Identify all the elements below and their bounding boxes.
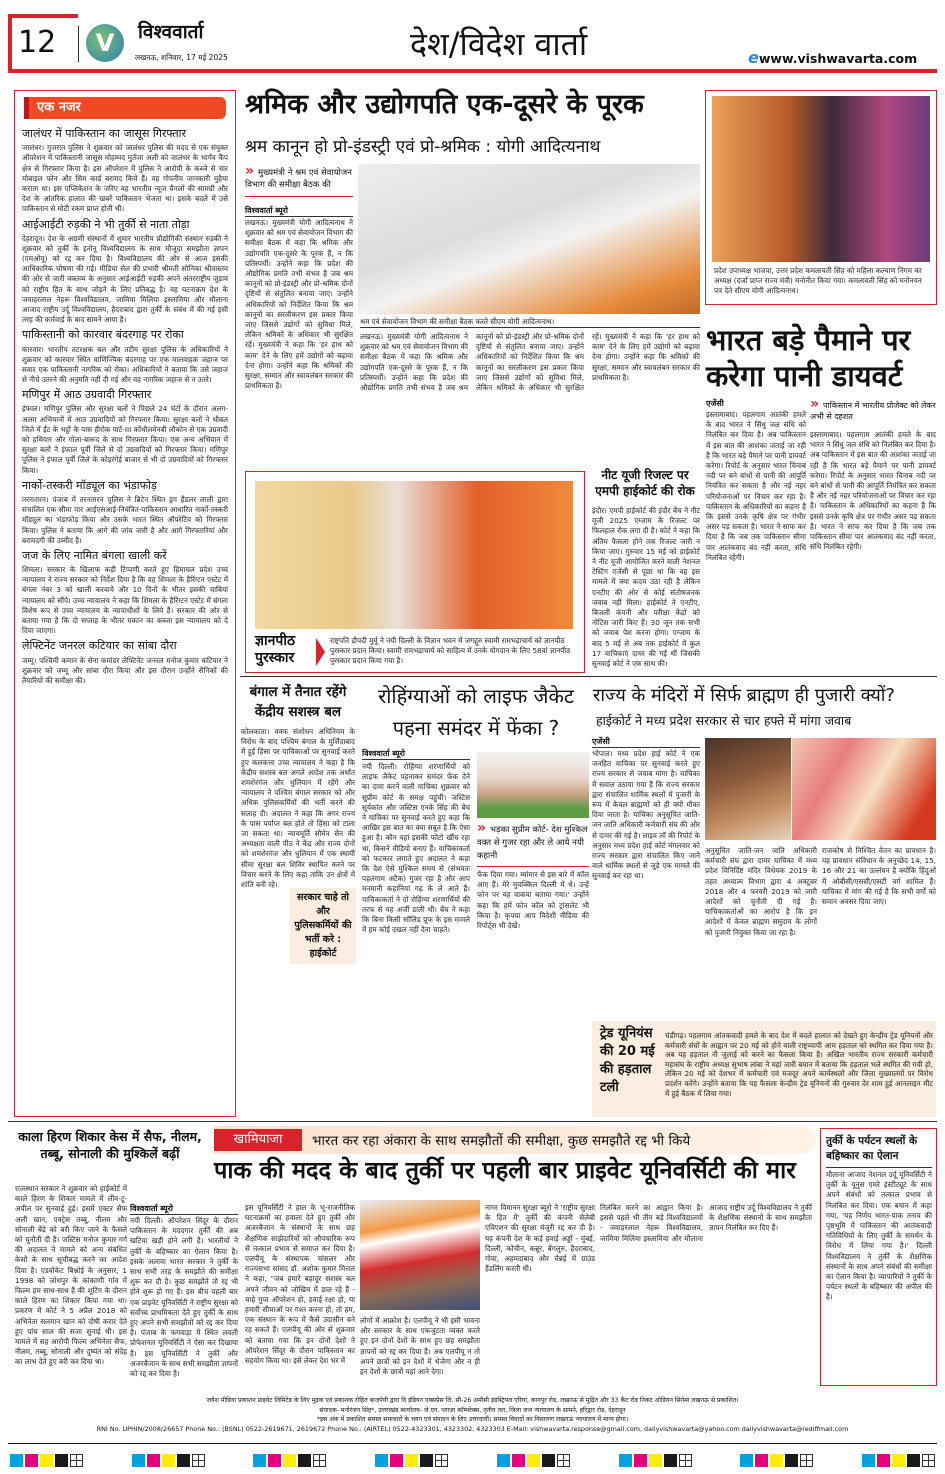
turkey-text-3: लोगों में आक्रोश है। एलपीयू ने भी इसी भावना और सरकार के साथ एकजुटता व्यक्त करते हुए इन दोनों देशों के साथ हुए छह समझौता ज्ञापनों को रद्द कर दिया है। अब एलपीयू न तो अपने छात्रों को इन देशों में भेजेगा और न ही इन देशों के छात्रों यहां आने देगा। xyxy=(360,1316,480,1377)
news-brief-text: शिमला। सरकार के खिलाफ कड़ी टिप्पणी करते हुए हिमाचल प्रदेश उच्च न्यायालय ने राज्य सरकार को निर्देश दिया है कि वह शिमला के हैरिंग्टन एस्टेट में बंगला नंबर 3 को खाली करवाये और 10 दिनों के भीतर इसकी चाबियां न्यायालय को सौंपे। उच्च न्यायालय ने कहा कि शिमला के हैरिंग्टन एस्टेट में बंगला विशेष रूप से उच्च न्यायालय के न्यायाधीशों के लिये हैं। सरकार की ओर से बताया गया है कि दो सप्ताह के भीतर मकान का कब्जा इस न्यायालय को दे दिया जाएगा। xyxy=(22,565,228,636)
color-swatch xyxy=(664,1454,677,1467)
turkey-text-4: नागर विमानन सुरक्षा ब्यूरो ने 'राष्ट्रीय सुरक्षा के हित में' तुर्की की कंपनी सेलेबी एविएशन की सुरक्षा मंजूरी रद्द कर दी है। यह कंपनी देश के कई हवाई अड्डों - मुंबई, दिल्ली, कोचीन, कन्नूर, बेंगलुरु, हैदराबाद, गोवा, अहमदाबाद और चेन्नई में ग्राउंड हैंडलिंग करती थी। xyxy=(485,1203,595,1274)
temple-text: भोपाल। मध्य प्रदेश हाई कोर्ट ने एक जनहित याचिका पर सुनवाई करते हुए राज्य सरकार से जवाब मांगा है। याचिका में सवाल उठाया गया है कि राज्य सरकार द्वारा संचालित धार्मिक स्थलों में पुजारी के रूप में केवल ब्राह्मणों को ही क्यों मौका दिया जाता है। याचिका अनुसूचित जाति-जन जाति अधिकारी कर्मचारी संघ की ओर से दायर की गई है। लाइव लॉ की रिपोर्ट के अनुसार मध्य प्रदेश हाई कोर्ट मंगलवार को राज्य सरकार द्वारा संचालित किए जाने वाले धार्मिक स्थलों से जुड़े एक मामले की सुनवाई कर रहा था। xyxy=(592,749,700,881)
crosshair-swatch xyxy=(70,1454,83,1467)
website-link[interactable]: ewww.vishwavarta.com xyxy=(748,48,918,67)
color-swatch xyxy=(283,1454,296,1467)
color-registration-bar xyxy=(10,1454,935,1468)
color-swatch xyxy=(755,1454,768,1467)
temple-photo xyxy=(792,738,936,840)
ie-icon: e xyxy=(748,48,759,67)
cmyk-swatch-group xyxy=(10,1454,83,1468)
lead-headline[interactable]: श्रमिक और उद्योगपति एक-दूसरे के पूरक xyxy=(245,89,644,120)
color-swatch xyxy=(892,1454,905,1467)
news-brief-title[interactable]: लेफ्टिनेंट जनरल कटियार का सांबा दौरा xyxy=(22,639,177,653)
news-brief-title[interactable]: आईआईटी रुड़की ने भी तुर्की से नाता तोड़ा xyxy=(22,217,190,231)
cmyk-swatch-group xyxy=(740,1454,813,1468)
gavel-photo xyxy=(705,738,791,840)
supreme-court-photo xyxy=(477,752,589,818)
news-brief-text: जम्मू। पश्चिमी कमान के सेना कमांडर लेफ्टिनेंट जनरल मनोज कुमार कटियार ने शुक्रवार को जम्मू और सांबा दौरा किया और इस दौरान उन्होंने सैनिकों की तैयारियों की समीक्षा की। xyxy=(22,655,228,685)
crosshair-swatch xyxy=(313,1454,326,1467)
rohingya-text: नयी दिल्ली। रोहिंग्या शरणार्थियों को लाइफ जैकेट पहनाकर समंदर फेंक देने का दावा करने वाली याचिका शुक्रवार को सुप्रीम कोर्ट के समक्ष पहुंची। जस्टिस सूर्यकांत और जस्टिस एनके सिंह की बेंच ने याचिका पर सुनवाई करते हुए कहा कि आखिर इस बात का क्या सबूत है कि ऐसा हुआ है। कौन वहां इसकी फोटो खींच रहा था, किसने वीडियो बनाए हैं। याचिकाकर्ता को फटकार लगाते हुए अदालत ने कहा कि देश ऐसे मुश्किल समय से (संभवतः पहलगाम अटैक) गुजर रहा है और आप मनमानी कहानियां गढ़ के ले आते हैं। याचिकाकर्ता ने दो रोहिंग्या शरणार्थियों की तरफ से यह अर्जी डाली थी। बेंच ने कहा कि बिना किसी सॉलिड प्रूफ के इस मामले में हम कोई दखल नहीं देना चाहते। xyxy=(362,762,470,935)
neet-text: इंदौर। एमपी हाईकोर्ट की इंदौर बेंच ने नीट यूजी 2025 एग्जाम के रिजल्ट पर फिलहाल रोक लगा दी है। कोर्ट ने कहा कि अंतिम फैसला होने तक रिजल्ट जारी न किया जाए। गुरुवार 15 मई को हाईकोर्ट ने नीट यूजी आयोजित करने वाली नेशनल टेस्टिंग एजेंसी से पूछा था कि वह इस मामले में क्या कदम उठा रही है लेकिन एनटीए की ओर से कोई संतोषजनक जवाब नहीं मिला। हाईकोर्ट ने एनटीए, बिजली कंपनी और परीक्षा केंद्रों को नोटिस जारी किए हैं। 30 जून तक सभी को जवाब पेश करना होगा। एग्जाम के बाद 5 मई से अब तक हाईकोर्ट में कुल 17 याचिकाएं दायर की गई थीं जिसकी सुनवाई कोर्ट ने एक साथ की। xyxy=(592,506,700,669)
paper-name: विश्ववार्ता xyxy=(138,21,204,43)
turkey-text: नयी दिल्ली। ऑपरेशन सिंदूर के दौरान पाकिस्तान के मददगार तुर्की की अब खटिया खड़ी होने लगी है। भारतीयों ने तुर्की के बहिष्कार का ऐलान किया है। इसके अलावा भारत सरकार ने तुर्की के साथ सभी तरह के समझौते की समीक्षा शुरू कर दी है। कुछ समझौते तो रद्द भी होने शुरू हो गए हैं। इस बीच पहली बार एक प्राइवेट यूनिवर्सिटी ने राष्ट्रीय सुरक्षा को सर्वोच्च प्राथमिकता देते हुए तुर्की के साथ हुए अपने सभी समझौतों को रद्द कर दिया है। पंजाब के फगवाड़ा में स्थित लवली प्रोफेशनल यूनिवर्सिटी ने ऐसा कर दिखाया है। इस यूनिवर्सिटी ने तुर्की और अजरबैजान के साथ सभी समझौता ज्ञापनों को रद्द कर दिया है। xyxy=(130,1216,238,1379)
crosshair-swatch xyxy=(800,1454,813,1467)
color-swatch xyxy=(298,1454,311,1467)
neet-headline[interactable]: नीट यूजी रिजल्ट पर एमपी हाईकोर्ट की रोक xyxy=(595,468,695,498)
water-text-cont: इस्लामाबाद। पहलगाम आतंकी हमले के बाद भारत ने सिंधु जल संधि को निलंबित कर दिया है। अब पाकिस्तान में इस बात की आशंका जताई जा रही है कि भारत बड़े पैमाने पर पानी डायवर्ट करेगा। रिपोर्ट के अनुसार भारत चिनाब नदी पर बने बांधों से पानी की आपूर्ति नियंत्रित कर सकता है और नई नहर परियोजनाओं पर विचार कर रहा है। पाकिस्तान के अधिकारियों का कहना है कि इससे उनके कृषि क्षेत्र पर गंभीर असर पड़ सकता है। भारत ने साफ कर दिया है कि जब तक पाकिस्तान सीमा पार आतंकवाद बंद नहीं करता, संधि निलंबित रहेगी। xyxy=(810,430,936,552)
color-swatch xyxy=(162,1454,175,1467)
ek-nazar-label: एक नजर xyxy=(24,97,226,119)
temple-text-3: राजकोष से निश्चित वेतन का प्रावधान है। यह प्रावधान संविधान के अनुच्छेद 14, 15, 16 और 21 का उल्लंघन है क्योंकि हिंदुओं में ओबीसी/एससी/एसटी वर्ग शामिल हैं। याचिका में मांग की गई है कि सभी वर्गों को समान अवसर दिया जाए। xyxy=(822,846,936,907)
color-swatch xyxy=(634,1454,647,1467)
color-swatch xyxy=(770,1454,783,1467)
turkey-tag: खामियाजा xyxy=(214,1129,302,1151)
logo-icon: V xyxy=(86,24,124,62)
color-swatch xyxy=(40,1454,53,1467)
color-swatch xyxy=(10,1454,23,1467)
crosshair-swatch xyxy=(557,1454,570,1467)
news-brief-text: देहरादून। देश के अग्रणी संस्थानों में शुमार भारतीय प्रौद्योगिकी संस्थान रुड़की ने शुक्रवार को तुर्की के इनोनू विश्वविद्यालय के साथ मौजूदा समझौता ज्ञापन (एमओयू) को रद्द कर दिया है। विश्वविद्यालय की ओर से आज इसकी आधिकारिक घोषणा की गई। मीडिया सेल की प्रभारी श्रीमती सोनिका श्रीवास्तव की ओर से जारी वक्तव्य के अनुसार आईआईटी रुड़की अपने अंतरराष्ट्रीय जुड़ाव को राष्ट्रीय हित के साथ जोड़ने के लिए प्रतिबद्ध है। यह घटनाक्रम देश के जवाहरलाल नेहरू विश्वविद्यालय, जामिया मिलिया इस्लामिया और मौलाना आजाद राष्ट्रीय उर्दू विश्वविद्यालय, हैदराबाद द्वारा तुर्की के संबंध में की गई इसी तरह की कार्रवाई के बाद सामने आया है। xyxy=(22,233,228,325)
cmyk-swatch-group xyxy=(862,1454,935,1468)
water-summary: » पाकिस्तान में भारतीय प्रोजेक्ट को लेकर अभी से दहशत xyxy=(810,396,936,421)
crosshair-swatch xyxy=(679,1454,692,1467)
color-swatch xyxy=(619,1454,632,1467)
color-swatch xyxy=(132,1454,145,1467)
turkey-text-5: निलंबित करने का आह्वान किया है। इससे पहले भी तीन बड़े विश्वविद्यालयों - जवाहरलाल नेहरू विश्वविद्यालय, जामिया मिलिया इस्लामिया और मौलाना आजाद राष्ट्रीय उर्दू विश्वविद्यालय ने तुर्की के शैक्षणिक संस्थानों के साथ समझौता ज्ञापन निलंबित कर दिए हैं। xyxy=(600,1203,812,1243)
turkey-byline: विश्ववार्ता ब्यूरो xyxy=(130,1203,238,1215)
cmyk-swatch-group xyxy=(253,1454,326,1468)
temple-headline[interactable]: राज्य के मंदिरों में सिर्फ ब्राह्मण ही पुजारी क्यों? xyxy=(593,685,895,706)
rohingya-text-cont: फेंक दिया गया। म्यांमार से इस बारे में कॉल आए हैं। मेरे मुवक्किल दिल्ली में थे। उन्हें फोन पर यह वाकया बताया गया।' उन्होंने कहा कि हमें फोन कॉल को ट्रांसलेट भी किया है। कृपया आप विदेशी मीडिया की रिपोर्ट्स भी देखें। xyxy=(477,870,589,931)
crosshair-swatch xyxy=(192,1454,205,1467)
news-brief-title[interactable]: जज के लिए नामित बंगला खाली करें xyxy=(22,548,167,562)
news-brief-text: जालंधर। गुजरात पुलिस ने शुक्रवार को जालंधर पुलिस की मदद से एक संयुक्त ऑपरेशन में पाकिस्तानी जासूस मोहम्मद मुर्तजा अली को जालंधर के भार्गव कैंप क्षेत्र से गिरफ्तार किया है। इस ऑपरेशन में पुलिस ने आरोपी के कब्जे से चार मोबाइल फोन और सिम कार्ड बरामद किये हैं। वह गोपनीय जानकारी मुहैया कराता था। इस एप्लिकेशन के जरिए वह भारतीय न्यूज चैनलों की सामग्री और देश के आंतरिक हालात की खबरें पाकिस्तान भेजता था। इसके बदले में उसे पाकिस्तान से मोटी रकम प्राप्त होती थी। xyxy=(22,143,228,214)
cmyk-swatch-group xyxy=(619,1454,692,1468)
lead-text-cont: लखनऊ। मुख्यमंत्री योगी आदित्यनाथ ने शुक्रवार को श्रम एवं सेवायोजन विभाग की समीक्षा बैठक में कहा कि श्रमिक और उद्योगपति एक-दूसरे के पूरक हैं, न कि प्रतिस्पर्धी। उन्होंने कहा कि प्रदेश की औद्योगिक प्रगति तभी संभव है जब श्रम कानूनों को प्रो-इंडस्ट्री और प्रो-श्रमिक दोनों दृष्टियों से संतुलित बनाया जाए। उन्होंने अधिकारियों को निर्देशित किया कि श्रम कानूनों का सरलीकरण इस प्रकार किया जाए जिससे उद्योगों को सुविधा मिले, लेकिन श्रमिकों के अधिकार भी सुरक्षित रहें। मुख्यमंत्री ने कहा कि 'हर हाथ को काम' देने के लिए हमें उद्योगों को बढ़ावा देना होगा। उन्होंने कहा कि श्रमिकों की सुरक्षा, सम्मान और स्वावलंबन सरकार की प्राथमिकता है। xyxy=(360,332,700,393)
chevron-icon: » xyxy=(810,396,820,412)
rohingya-summary: » भड़का सुप्रीम कोर्ट- देश मुश्किल वक्त से गुजर रहा और ले आये नयी कहानी xyxy=(477,822,589,867)
news-brief-title[interactable]: पाकिस्तानी को कारवार बंदरगाह पर रोका xyxy=(22,328,184,342)
color-swatch xyxy=(542,1454,555,1467)
turkey-text-2: इस यूनिवर्सिटी ने हाल के भू-राजनीतिक घटनाक्रमों का हवाला देते हुए तुर्की और अजरबैजान के संस्थानों के साथ छह शैक्षणिक साझेदारियों को औपचारिक रूप से तत्काल प्रभाव से समाप्त कर दिया है। एलपीयू के संस्थापक चांसलर और राज्यसभा सांसद डॉ. अशोक कुमार मित्तल ने कहा, "जब हमारे बहादुर सशस्त्र बल अपने जीवन को जोखिम में डाल रहे हैं - चाहे गुप्त ऑपरेशन हो, हवाई रक्षा हो, या हमारी सीमाओं पर गश्त करना हो, तो हम, एक संस्थान के रूप में कैसे उदासीन बने रह सकते हैं। एलपीयू की ओर से शुक्रवार को बताया गया कि इन दोनों देशों ने ऑपरेशन सिंदूर के दौरान पाकिस्तान का सहयोग किया था। इसे लेकर देश भर में xyxy=(245,1203,355,1366)
imprint-line-3: *इस अंक में प्रकाशित समस्त समाचारों के चयन एवं संपादन के लिए उत्तरदायी। समस्त विवादों का निस्तारण लखनऊ न्यायालय में मान्य होगा। xyxy=(316,1416,629,1423)
news-brief-text: तरनतारन। पंजाब में तरनतारन पुलिस ने ब्रिटेन स्थित ड्रग हैंडलर लाली द्वारा संचालित एक सीमा पार आईएसआई-नियंत्रित-पाकिस्तान आधारित नार्को-तस्करी मॉड्यूल का भंडाफोड़ किया और उसके भारत स्थित ऑपरेटिव को गिरफ्तार किया। पुलिस ने बताया कि आगे की जांच जारी है और आगे गिरफ्तारियां और बरामदगी की उम्मीद है। xyxy=(22,494,228,545)
triangle-icon xyxy=(316,638,325,666)
color-swatch xyxy=(649,1454,662,1467)
trade-union-headline[interactable]: ट्रेड यूनियंस की 20 मई की हड़ताल टली xyxy=(600,1026,655,1095)
gyanpeeth-label: ज्ञानपीठ पुरस्कार xyxy=(255,633,296,666)
water-headline[interactable]: भारत बड़े पैमाने पर करेगा पानी डायवर्ट xyxy=(706,323,911,393)
color-swatch xyxy=(25,1454,38,1467)
color-swatch xyxy=(907,1454,920,1467)
rohingya-headline[interactable]: रोहिंग्याओं को लाइफ जैकेट पहना समंदर में फेंका ? xyxy=(378,684,574,740)
color-swatch xyxy=(527,1454,540,1467)
protest-photo xyxy=(360,1200,480,1310)
color-swatch xyxy=(497,1454,510,1467)
news-brief-title[interactable]: जालंधर में पाकिस्तान का जासूस गिरफ्तार xyxy=(22,127,186,140)
color-swatch xyxy=(177,1454,190,1467)
color-swatch xyxy=(268,1454,281,1467)
color-swatch xyxy=(740,1454,753,1467)
tourism-text: मौलाना आजाद नेशनल उर्दू यूनिवर्सिटी ने तुर्की के यूनुस एमरे इंस्टीट्यूट के साथ अपने संबंधों को तत्काल प्रभाव से निलंबित कर दिया। एक बयान में कहा गया, 'यह निर्णय भारत-पाक तनाव की पृष्ठभूमि में पाकिस्तान की आतंकवादी गतिविधियों के लिए तुर्की के समर्थन के विरोध में लिया गया है।' दिल्ली विश्वविद्यालय ने तुर्की के शैक्षणिक संस्थानों के साथ अपने संबंधों की समीक्षा का ऐलान किया है। व्यापारियों ने तुर्की के पर्यटन स्थलों के बहिष्कार की अपील की है। xyxy=(826,1170,932,1302)
section-title: देश/विदेश वार्ता xyxy=(410,25,588,63)
color-swatch xyxy=(420,1454,433,1467)
cm-photo-caption: प्रदेश उपाध्यक्ष भाजपा, उत्तर प्रदेश कमलावती सिंह को महिला कल्याण निगम का अध्यक्ष (दर्जा प्राप्त राज्य मंत्री) मनोनीत किया गया। कमलावती सिंह को मनोनयन पत्र देते सीएम योगी आदित्यनाथ। xyxy=(714,266,922,295)
water-text: इस्लामाबाद। पहलगाम आतंकी हमले के बाद भारत ने सिंधु जल संधि को निलंबित कर दिया है। अब पाकिस्तान में इस बात की आशंका जताई जा रही है कि भारत बड़े पैमाने पर पानी डायवर्ट करेगा। रिपोर्ट के अनुसार भारत चिनाब नदी पर बने बांधों से पानी की आपूर्ति नियंत्रित कर सकता है और नई नहर परियोजनाओं पर विचार कर रहा है। पाकिस्तान के अधिकारियों का कहना है कि इससे उनके कृषि क्षेत्र पर गंभीर असर पड़ सकता है। भारत ने साफ कर दिया है कि जब तक पाकिस्तान सीमा पार आतंकवाद बंद नहीं करता, संधि निलंबित रहेगी। xyxy=(706,410,806,562)
color-swatch xyxy=(785,1454,798,1467)
color-swatch xyxy=(375,1454,388,1467)
lead-photo xyxy=(358,164,700,314)
crosshair-swatch xyxy=(435,1454,448,1467)
blackbuck-text: राजस्थान सरकार ने शुक्रवार को हाईकोर्ट में काले हिरण के शिकार मामले में लीव-टू-अपील पर सुनवाई हुई। इसमें एक्टर सैफ अली खान, एक्ट्रेस तब्बू, नीलम और सोनाली बेंद्रे को बरी किए जाने के फैसले को चुनौती दी है। जस्टिस मनोज कुमार गर्ग की अदालत ने मामले को अन्य संबंधित केसों के साथ सूचीबद्ध करने का आदेश दिया है। एडवोकेट बिश्नोई के अनुसार, 1 1998 को जोधपुर के कांकाणी गांव में फिल्म हम साथ-साथ हैं की शूटिंग के दौरान काले हिरण का शिकार किया गया था। प्रकरण में कोर्ट ने 5 अप्रैल 2018 को अभिनेता सलमान खान को दोषी करार देते हुए पांच साल की सजा सुनाई थी। इस मामले में सह आरोपी फिल्म अभिनेता सैफ, नीलम, तब्बू, सोनाली और दुष्यंत को संदेह का लाभ देते हुए बरी कर दिया था। xyxy=(15,1184,127,1367)
temple-subheadline: हाईकोर्ट ने मध्य प्रदेश सरकार से चार हफ्ते में मांगा जवाब xyxy=(596,713,852,728)
news-brief-text: इंफाल। मणिपुर पुलिस और सुरक्षा बलों ने पिछले 24 घंटों के दौरान अलग-अलग अभियानों में आठ उग्रवादियों को गिरफ्तार किया। सुरक्षा बलों ने थौबल जिले में ईंट के भट्ठों के पास हीरोक पार्ट-III कोंथौलमेनबी लौकोन से एक उग्रवादी को हथियार और गोला-बारूद के साथ गिरफ्तार किया। एक अन्य अभियान में सुरक्षा बलों ने इंफाल पूर्वी जिले से दो उग्रवादियों को गिरफ्तार किया। मणिपुर पुलिस ने इंफाल पूर्वी जिले के कोइरंगेई बाजार से भी दो उग्रवादियों को गिरफ्तार किया। xyxy=(22,404,228,475)
gyanpeeth-photo xyxy=(255,481,573,629)
color-swatch xyxy=(253,1454,266,1467)
bengal-headline[interactable]: बंगाल में तैनात रहेंगे केंद्रीय सशस्त्र बल xyxy=(249,684,347,720)
lead-subheadline: श्रम कानून हो प्रो-इंडस्ट्री एवं प्रो-श्रमिक : योगी आदित्यनाथ xyxy=(245,137,601,157)
cm-photo xyxy=(712,96,930,262)
imprint-line-1: जयेश मीडिया प्रकाशन प्राइवेट लिमिटेड के लिए मुद्रक एवं प्रकाशक रोहित बाजपेयी द्वारा दि इंडियन एक्सप्रेस लि. सी-26 अमौसी इंडस्ट्रियल एरिया, कानपुर रोड, लखनऊ से मुद्रित और 33 कैंट रोड निकट ओडियन सिनेमा लखनऊ से प्रकाशित। xyxy=(206,1397,739,1404)
cmyk-swatch-group xyxy=(497,1454,570,1468)
lead-summary: » मुख्यमंत्री ने श्रम एवं सेवायोजन विभाग की समीक्षा बैठक की xyxy=(245,165,353,197)
bengal-text: कोलकाता। वक्फ संशोधन अधिनियम के विरोध के बाद पश्चिम बंगाल के मुर्शिदाबाद में हुई हिंसा पर याचिकाओं पर सुनवाई करते हुए कलकत्ता उच्च न्यायालय ने कहा है कि केंद्रीय सशस्त्र बल अगले आदेश तक अर्थात शमशेरगंज और धुलियान में रहेंगे और न्यायालय ने पश्चिम बंगाल सरकार को और अधिक पुलिसकर्मियों की भर्ती करने की सलाह दी। अदालत ने कहा कि अगर राज्य के पास पर्याप्त बल होते तो हिंसा को टाला जा सकता था। न्यायमूर्ति सौमेन सेन की अध्यक्षता वाली पीठ ने केंद्र और राज्य दोनों को शमशेरगंज और धुलियान में एक स्थायी सीमा सुरक्षा बल शिविर स्थापित करने पर विचार करने के लिए कहा ताकि उन क्षेत्रों में शांति बनी रहे। xyxy=(241,727,355,890)
page-number: 12 xyxy=(18,25,57,60)
color-swatch xyxy=(877,1454,890,1467)
color-swatch xyxy=(55,1454,68,1467)
cmyk-swatch-group xyxy=(132,1454,205,1468)
color-swatch xyxy=(390,1454,403,1467)
water-byline: एजेंसी xyxy=(706,399,724,408)
color-swatch xyxy=(405,1454,418,1467)
imprint-line-4: RNI No. UPHIN/2008/26657 Phone No.: (BSNL) 0522-2619671, 2619672 Phone No.: (AIRTEL) 0522-4323301, 4323302, 4323303 E-Mail: vishwavarta.response@gmail.com, dailyvishwavarta@yahoo.com dailyvishwavarta@rediffmail.com xyxy=(96,1425,849,1433)
color-swatch xyxy=(512,1454,525,1467)
dateline: लखनऊ, शनिवार, 17 मई 2025 xyxy=(135,53,228,62)
temple-text-2: अनुसूचित जाति-जन जाति अधिकारी कर्मचारी संघ द्वारा दायर याचिका में मध्य प्रदेश विनिर्दिष्ट मंदिर विधेयक 2019 के तहत अध्यात्म विभाग द्वारा 4 अक्टूबर 2018 और 4 फरवरी 2019 को जारी आदेशों को चुनौती दी गई है। याचिकाकर्ताओं का आरोप है कि इन आदेशों में केवल ब्राह्मण समुदाय के लोगों को पुजारी नियुक्त किया जा रहा है। xyxy=(705,846,817,937)
news-brief-title[interactable]: नार्को-तस्करी मॉड्यूल का भंडाफोड़ xyxy=(22,478,157,492)
ek-nazar-list xyxy=(22,124,228,1114)
chevron-icon: » xyxy=(245,163,255,179)
crosshair-swatch xyxy=(922,1454,935,1467)
trade-union-text: चंडीगढ़। पहलगाम आंतकवादी हमले के बाद देश में बदले हालात को देखते हुए केन्द्रीय ट्रेड यूनियनों और कर्मचारी संघों के आह्वान पर 20 मई को होने वाली राष्ट्रव्यापी आम हड़ताल को स्थगित कर दिया गया है। अब यह हड़ताल नौ जुलाई को करने का फैसला किया है। अखिल भारतीय राज्य सरकारी कर्मचारी महासंघ के राष्ट्रीय अध्यक्ष सुभाष लांबा ने यहां जारी बयान में बताया कि हड़ताल भले स्थगित की गयी हो, लेकिन 20 मई को देशभर में कर्मचारी एवं मजदूर अपने कार्यस्थलों और जिला मुख्यालयों पर विरोध प्रदर्शन करेंगे। उन्होंने बताया कि यह फैसला केन्द्रीय ट्रेड यूनियनों की गुरुवार देर शाम हुई आनलाइन मीट में हुई बैठक में लिया गया। xyxy=(665,1031,933,1098)
lead-text: लखनऊ। मुख्यमंत्री योगी आदित्यनाथ ने शुक्रवार को श्रम एवं सेवायोजन विभाग की समीक्षा बैठक में कहा कि श्रमिक और उद्योगपति एक-दूसरे के पूरक हैं, न कि प्रतिस्पर्धी। उन्होंने कहा कि प्रदेश की औद्योगिक प्रगति तभी संभव है जब श्रम कानूनों को प्रो-इंडस्ट्री और प्रो-श्रमिक दोनों दृष्टियों से संतुलित बनाया जाए। उन्होंने अधिकारियों को निर्देशित किया कि श्रम कानूनों का सरलीकरण इस प्रकार किया जाए जिससे उद्योगों को सुविधा मिले, लेकिन श्रमिकों के अधिकार भी सुरक्षित रहें। मुख्यमंत्री ने कहा कि 'हर हाथ को काम' देने के लिए हमें उद्योगों को बढ़ावा देना होगा। उन्होंने कहा कि श्रमिकों की सुरक्षा, सम्मान और स्वावलंबन सरकार की प्राथमिकता है। xyxy=(245,218,353,391)
blackbuck-headline[interactable]: काला हिरण शिकार केस में सैफ, नीलम, तब्बू, सोनाली की मुश्किलें बढ़ीं xyxy=(18,1129,202,1161)
bengal-pullquote: सरकार चाहे तो और पुलिसकर्मियों की भर्ती करे : हाईकोर्ट xyxy=(290,888,356,964)
color-swatch xyxy=(147,1454,160,1467)
imprint-line-2: संपादक- मनोरंजन सिंह*, उत्तराखंड कार्यालय- जे.एन. प्लाज़ा कॉम्प्लेक्स, तृतीय तल, जिला जज न्यायालय के सामने, हरिद्वार रोड, देहरादून xyxy=(319,1407,626,1414)
lead-byline: विश्ववार्ता ब्यूरो xyxy=(245,205,353,217)
gyanpeeth-caption: राष्ट्रपति द्रौपदी मुर्मू ने नयी दिल्ली के विज्ञान भवन में जगद्गुरु स्वामी रामभद्राचार्य को ज्ञानपीठ पुरस्कार प्रदान किया। स्वामी रामभद्राचार्य को साहित्य में उनके योगदान के लिए 58वां ज्ञानपीठ पुरस्कार प्रदान किया गया है। xyxy=(330,636,571,665)
news-brief-text: कारवार। भारतीय तटरक्षक बल और तटीय सुरक्षा पुलिस के अधिकारियों ने शुक्रवार को कारवार स्थित वाणिज्यिक बंदरगाह पर एक मालवाहक जहाज पर सवार एक पाकिस्तानी नागरिक को रोका। अधिकारियों ने बताया कि उसे जहाज से नीचे उतरने की अनुमति नहीं दी गई और वह नागरिक जहाज से न उतरे। xyxy=(22,344,228,385)
tourism-headline[interactable]: तुर्की के पर्यटन स्थलों के बहिष्कार का ऐलान xyxy=(826,1134,932,1168)
news-brief-title[interactable]: मणिपुर में आठ उग्रवादी गिरफ्तार xyxy=(22,388,152,402)
temple-byline: एजेंसी xyxy=(592,736,700,748)
chevron-icon: » xyxy=(477,820,487,836)
cmyk-swatch-group xyxy=(375,1454,448,1468)
lead-photo-caption: श्रम एवं सेवायोजन विभाग की समीक्षा बैठक करते सीएम योगी आदित्यनाथ। xyxy=(360,317,700,328)
turkey-headline[interactable]: पाक की मदद के बाद तुर्की पर पहली बार प्राइवेट यूनिवर्सिटी की मार xyxy=(214,1156,796,1184)
rohingya-byline: विश्ववार्ता ब्यूरो xyxy=(362,748,470,760)
turkey-kicker: भारत कर रहा अंकारा के साथ समझौतों की समीक्षा, कुछ समझौते रद्द भी किये xyxy=(312,1133,691,1149)
color-swatch xyxy=(862,1454,875,1467)
